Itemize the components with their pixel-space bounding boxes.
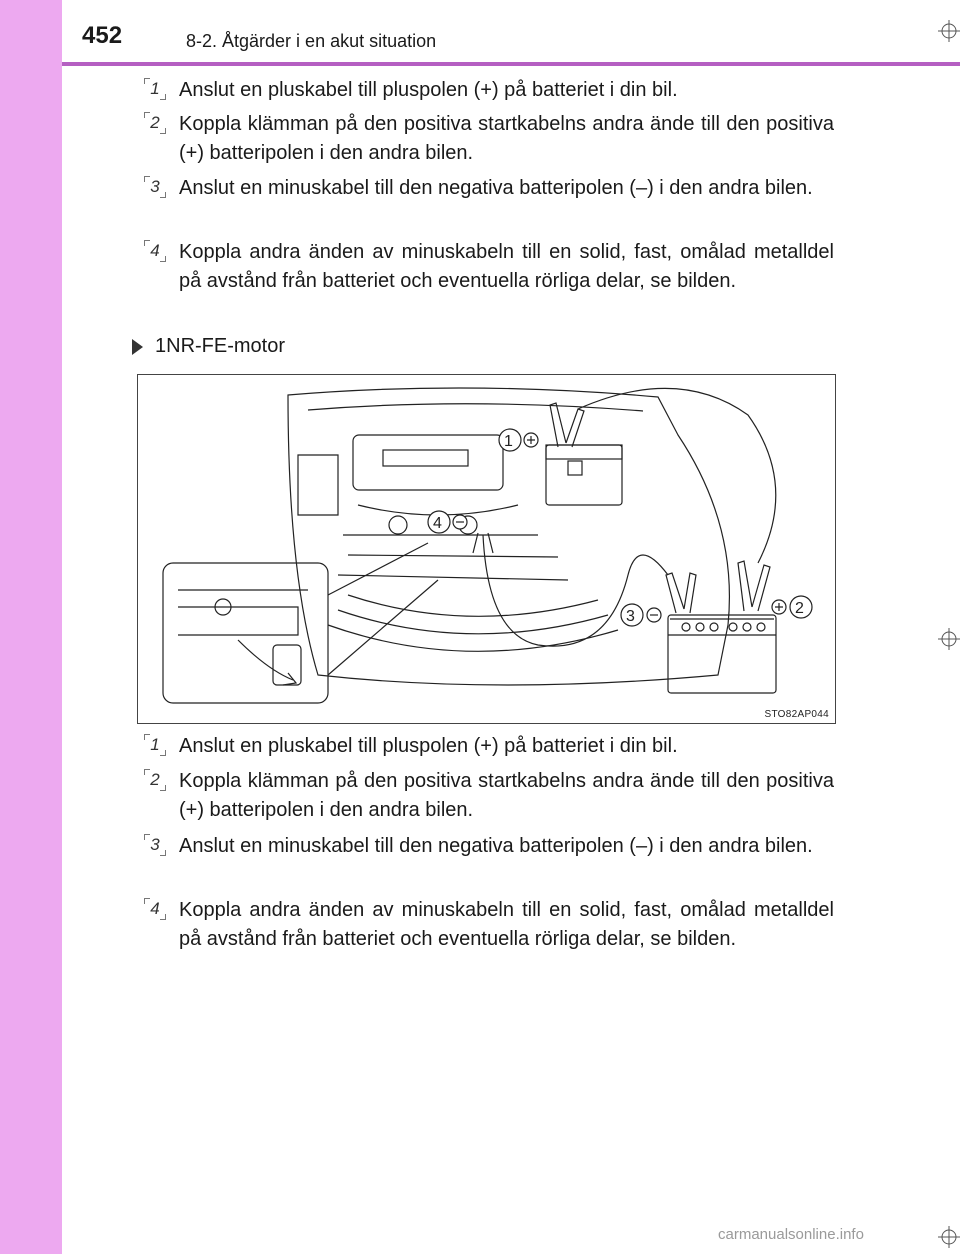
registration-mark-icon (938, 628, 960, 650)
step-text: Anslut en minuskabel till den negativa batteripolen (–) i den andra bilen. (179, 835, 813, 857)
step-number: 2 (144, 112, 166, 134)
page-number: 452 (82, 22, 123, 49)
callout-1: 1 (504, 433, 513, 450)
callout-4: 4 (433, 515, 442, 532)
chapter-title: 8-2. Åtgärder i en akut situation (186, 31, 437, 51)
step-item (144, 832, 834, 861)
side-tab (0, 0, 62, 1254)
callout-2: 2 (795, 600, 804, 617)
step-number: 3 (144, 834, 166, 856)
step-item (144, 238, 834, 296)
illustration-code: STO82AP044 (764, 709, 829, 720)
step-number: 4 (144, 898, 166, 920)
step-item (144, 76, 834, 105)
step-item (144, 732, 834, 761)
engine-bay-illustration (137, 374, 836, 724)
watermark: carmanualsonline.info (718, 1226, 864, 1243)
step-item (144, 896, 834, 954)
step-item (144, 110, 834, 168)
step-text: Koppla klämman på den positiva startkabelns andra ände till den positiva (+) batteripolen i den andra bilen. (179, 113, 834, 164)
step-text: Koppla andra änden av minuskabeln till en solid, fast, omålad metalldel på avstånd från batteriet och eventuella rörliga delar, se bilden. (179, 899, 834, 950)
step-item (144, 767, 834, 825)
header-divider (62, 62, 960, 66)
engine-subheading (132, 335, 285, 358)
step-number: 1 (144, 734, 166, 756)
step-text: Anslut en pluskabel till pluspolen (+) på batteriet i din bil. (179, 79, 678, 101)
registration-mark-icon (938, 1226, 960, 1248)
step-item (144, 174, 834, 203)
jump-start-diagram (138, 375, 835, 723)
step-number: 1 (144, 78, 166, 100)
step-number: 2 (144, 769, 166, 791)
step-text: Anslut en pluskabel till pluspolen (+) på batteriet i din bil. (179, 735, 678, 757)
registration-mark-icon (938, 20, 960, 42)
callout-3: 3 (626, 608, 635, 625)
step-number: 4 (144, 240, 166, 262)
triangle-bullet-icon (132, 339, 143, 355)
step-text: Anslut en minuskabel till den negativa batteripolen (–) i den andra bilen. (179, 177, 813, 199)
step-number: 3 (144, 176, 166, 198)
step-text: Koppla klämman på den positiva startkabelns andra ände till den positiva (+) batteripolen i den andra bilen. (179, 770, 834, 821)
step-text: Koppla andra änden av minuskabeln till en solid, fast, omålad metalldel på avstånd från batteriet och eventuella rörliga delar, se bilden. (179, 241, 834, 292)
subheading-text: 1NR-FE-motor (155, 335, 286, 357)
